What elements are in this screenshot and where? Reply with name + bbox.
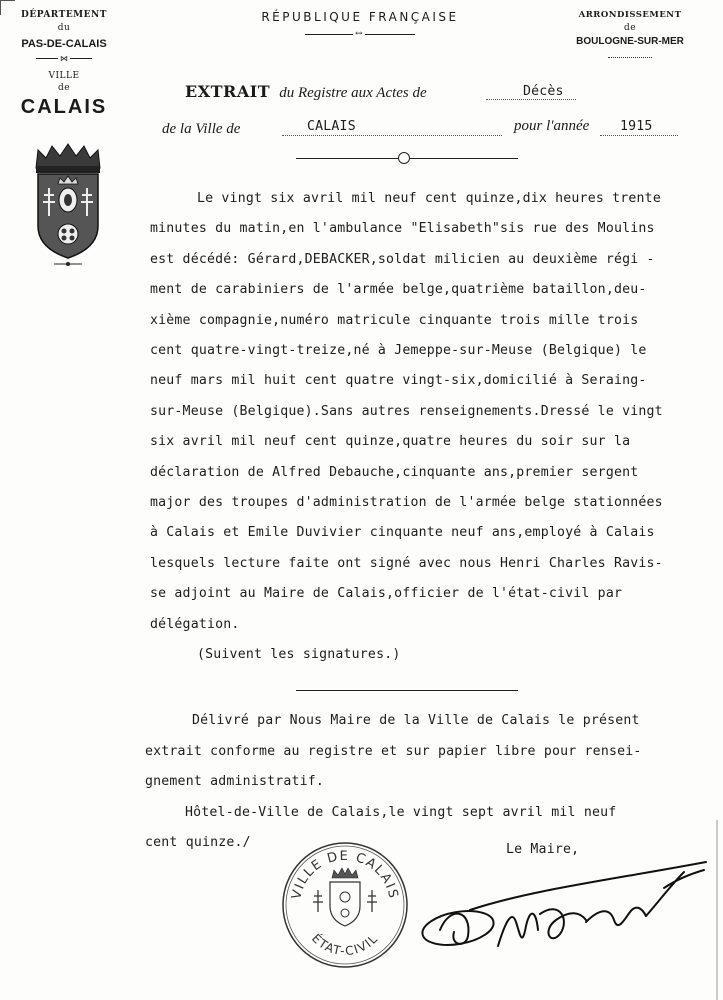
city-value: CALAIS: [307, 119, 356, 134]
body-line: neuf mars mil huit cent quatre vingt-six,domicilié à Seraing-: [150, 373, 647, 389]
body-line: major des troupes d'administration de l'armée belge stationnées: [150, 495, 663, 511]
svg-text:ÉTAT-CIVIL: [309, 930, 381, 958]
scan-corner-mark: [0, 0, 15, 15]
delivery-line: gnement administratif.: [145, 774, 325, 790]
ville-label: VILLE: [48, 71, 80, 81]
arrondissement-label: ARRONDISSEMENT: [578, 10, 682, 20]
arrondissement-de: de: [623, 23, 637, 33]
ville-text: de la Ville de: [162, 121, 241, 137]
right-header: [555, 10, 705, 58]
extrait-label: EXTRAIT: [185, 82, 271, 101]
mayor-signature: [410, 850, 710, 960]
act-body: [150, 184, 720, 671]
delivery-line: Délivré par Nous Maire de la Ville de Calais le présent: [192, 713, 640, 728]
acte-type: Décès: [523, 84, 564, 99]
year-dotline: [600, 135, 678, 136]
coat-of-arms-icon: [28, 140, 108, 268]
stamp-bottom-text: ÉTAT-CIVIL: [309, 931, 381, 959]
delivery-line: Hôtel-de-Ville de Calais,le vingt sept avril mil neuf: [185, 804, 617, 820]
delivery-separator: [296, 690, 518, 691]
department-name: PAS-DE-CALAIS: [21, 38, 107, 50]
body-line: xième compagnie,numéro matricule cinquante trois mille trois: [150, 312, 639, 328]
left-header: [4, 10, 124, 119]
body-line: lesquels lecture faite ont signé avec nous Henri Charles Ravis-: [150, 555, 663, 571]
signatures-note: (Suivent les signatures.): [197, 647, 401, 663]
body-line: à Calais et Emile Duvivier cinquante neuf ans,employé à Calais: [150, 525, 655, 541]
arrondissement-name: BOULOGNE-SUR-MER: [576, 36, 684, 47]
ville-de: de: [57, 83, 71, 93]
body-line: déclaration de Alfred Debauche,cinquante ans,premier sergent: [150, 464, 639, 480]
body-line: délégation.: [150, 616, 240, 632]
body-line: se adjoint au Maire de Calais,officier de l'état-civil par: [150, 586, 623, 602]
official-stamp: [280, 840, 410, 970]
department-label: DÉPARTEMENT: [21, 10, 107, 20]
body-line: minutes du matin,en l'ambulance "Elisabeth"sis rue des Moulins: [150, 221, 655, 237]
year-value: 1915: [620, 119, 653, 134]
delivery-line: extrait conforme au registre et sur papier libre pour rensei-: [145, 743, 642, 759]
body-line: cent quatre-vingt-treize,né à Jemeppe-sur-Meuse (Belgique) le: [150, 343, 647, 359]
body-line: ment de carabiniers de l'armée belge,quatrième bataillon,deu-: [150, 282, 647, 298]
delivery-text: [145, 706, 715, 859]
annee-text: pour l'année: [514, 118, 590, 134]
body-line: Le vingt six avril mil neuf cent quinze,dix heures trente: [197, 191, 661, 206]
title-separator-knot: [398, 152, 410, 164]
city-dotline: [282, 135, 502, 136]
title-line-1: [185, 82, 605, 104]
delivery-line: cent quinze./: [145, 835, 251, 851]
scan-edge-right: [716, 820, 718, 1000]
body-line: six avril mil neuf cent quinze,quatre heures du soir sur la: [150, 434, 631, 450]
right-ornament: [608, 57, 652, 58]
body-line: sur-Meuse (Belgique).Sans autres renseignements.Dressé le vingt: [150, 403, 663, 419]
le-maire: Le Maire,: [506, 842, 580, 857]
registre-text: du Registre aux Actes de: [279, 85, 427, 101]
title-line-2: [162, 118, 682, 140]
stamp-top-text: VILLE DE CALAIS: [289, 848, 401, 901]
republic-title: RÉPUBLIQUE FRANÇAISE: [261, 10, 459, 24]
republic-ornament: ↔: [305, 34, 415, 35]
body-line: est décédé: Gérard,DEBACKER,soldat milicien au deuxième régi -: [150, 251, 655, 267]
acte-type-dotline: [486, 99, 576, 100]
city-name: CALAIS: [20, 96, 108, 118]
left-ornament-1: ⋈: [36, 58, 92, 59]
center-header: [215, 10, 505, 39]
department-du: du: [57, 23, 71, 33]
